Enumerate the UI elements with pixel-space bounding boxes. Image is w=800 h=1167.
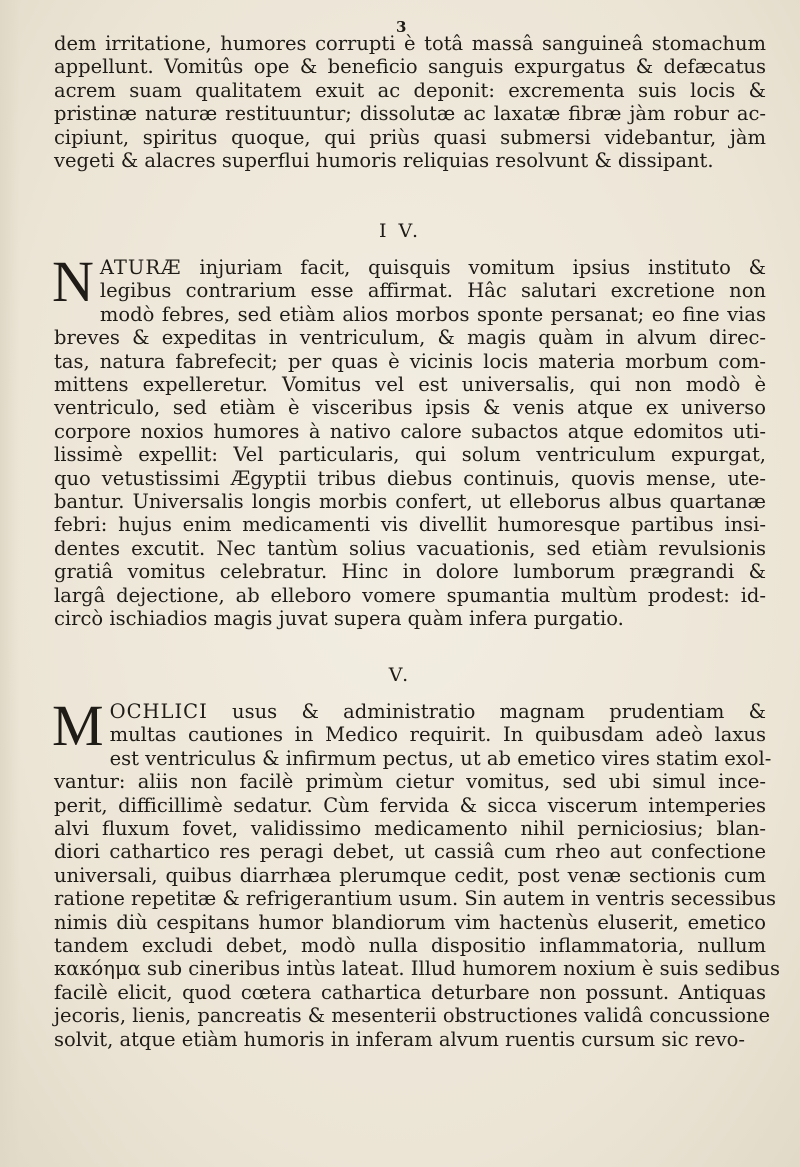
text-line: universali, quibus diarrhæa plerumque cedit, post venæ sectionis cum [54,863,766,887]
text-line: ventriculo, sed etiàm è visceribus ipsis & venis atque ex universo [54,396,766,420]
opening-paragraph [54,32,766,172]
text-line: tandem excludi debet, modò nulla dispositio inflammatoria, nullum [54,934,766,958]
text-line: diori cathartico res peragi debet, ut cassiâ cum rheo aut confectione [54,840,766,864]
text-line: facilè elicit, quod cœtera cathartica deturbare non possunt. Antiquas [54,980,766,1004]
small-caps-word: ATURÆ [99,256,182,279]
text-line: appellunt. Vomitûs ope & beneficio sanguis expurgatus & defæcatus [54,55,766,79]
text-line: circò ischiadios magis juvat supera quàm infera purgatio. [54,607,624,631]
signature-mark: 3 [396,18,407,36]
text-line [54,256,766,279]
text-line: perit, difficillimè sedatur. Cùm fervida & sicca viscerum intemperies [54,793,766,817]
drop-cap-n: N [52,249,94,314]
text-line: vegeti & alacres superflui humoris reliquias resolvunt & dissipant. [54,149,714,173]
section-heading-v: V. [388,664,412,686]
small-caps-word: OCHLICI [109,700,208,723]
text-line: breves & expeditas in ventriculum, & magis quàm in alvum direc- [54,326,766,350]
section-heading-iv: I V. [379,220,421,242]
text-line: bantur. Universalis longis morbis confert, ut elleborus albus quartanæ [54,490,766,514]
text-line: alvi fluxum fovet, validissimo medicamento nihil perniciosius; blan- [54,817,766,841]
text-line: modò febres, sed etiàm alios morbos sponte persanat; eo fine vias [99,302,766,326]
text-line: ratione repetitæ & refrigerantium usum. Sin autem in ventris secessibus [54,887,777,911]
text-line: nimis diù cespitans humor blandiorum vim hactenùs eluserit, emetico [54,910,766,934]
text-line: mittens expelleretur. Vomitus vel est universalis, qui non modò è [54,373,766,397]
text-line: largâ dejectione, ab elleboro vomere spumantia multùm prodest: id- [54,583,766,607]
text-line: febri: hujus enim medicamenti vis divellit humoresque partibus insi- [54,513,766,537]
text-fragment: usus & administratio magnam prudentiam & [207,700,766,723]
text-line: est ventriculus & infirmum pectus, ut ab emetico vires statim exol- [109,746,772,770]
text-line: corpore noxios humores à nativo calore subactos atque edomitos uti- [54,419,766,443]
text-line: vantur: aliis non facilè primùm cietur vomitus, sed ubi simul ince- [54,770,766,794]
text-line: solvit, atque etiàm humoris in inferam alvum ruentis cursum sic revo- [54,1027,745,1051]
text-line: gratiâ vomitus celebratur. Hinc in dolore lumborum prægrandi & [54,560,766,584]
text-line: legibus contrarium esse affirmat. Hâc salutari excretione non [99,279,766,303]
text-line: pristinæ naturæ restituuntur; dissolutæ ac laxatæ fibræ jàm robur ac- [54,102,766,126]
section-iv-paragraph [52,249,766,631]
text-line: multas cautiones in Medico requirit. In quibusdam adeò laxus [109,723,766,747]
text-line: quo vetustissimi Ægyptii tribus diebus continuis, quovis mense, ute- [54,466,766,490]
text-line: lissimè expellit: Vel particularis, qui solum ventriculum expurgat, [54,443,766,467]
text-line: cipiunt, spiritus quoque, qui priùs quasi submersi videbantur, jàm [54,125,766,149]
text-line [54,700,766,723]
text-line: dentes excutit. Nec tantùm solius vacuationis, sed etiàm revulsionis [54,536,766,560]
text-fragment: injuriam facit, quisquis vomitum ipsius instituto & [181,256,766,279]
text-line: jecoris, lienis, pancreatis & mesenterii obstructiones validâ concussione [54,1004,771,1028]
text-line: dem irritatione, humores corrupti è totâ massâ sanguineâ stomachum [54,32,766,55]
page-edge-shadow [0,0,20,1167]
text-line: tas, natura fabrefecit; per quas è vicinis locis materia morbum com- [54,349,766,373]
text-line: acrem suam qualitatem exuit ac deponit: excrementa suis locis & [54,78,766,102]
drop-cap-m: M [52,693,104,758]
text-line: κακόημα sub cineribus intùs lateat. Illud humorem noxium è suis sedibus [54,957,780,981]
section-v-paragraph [52,693,780,1051]
